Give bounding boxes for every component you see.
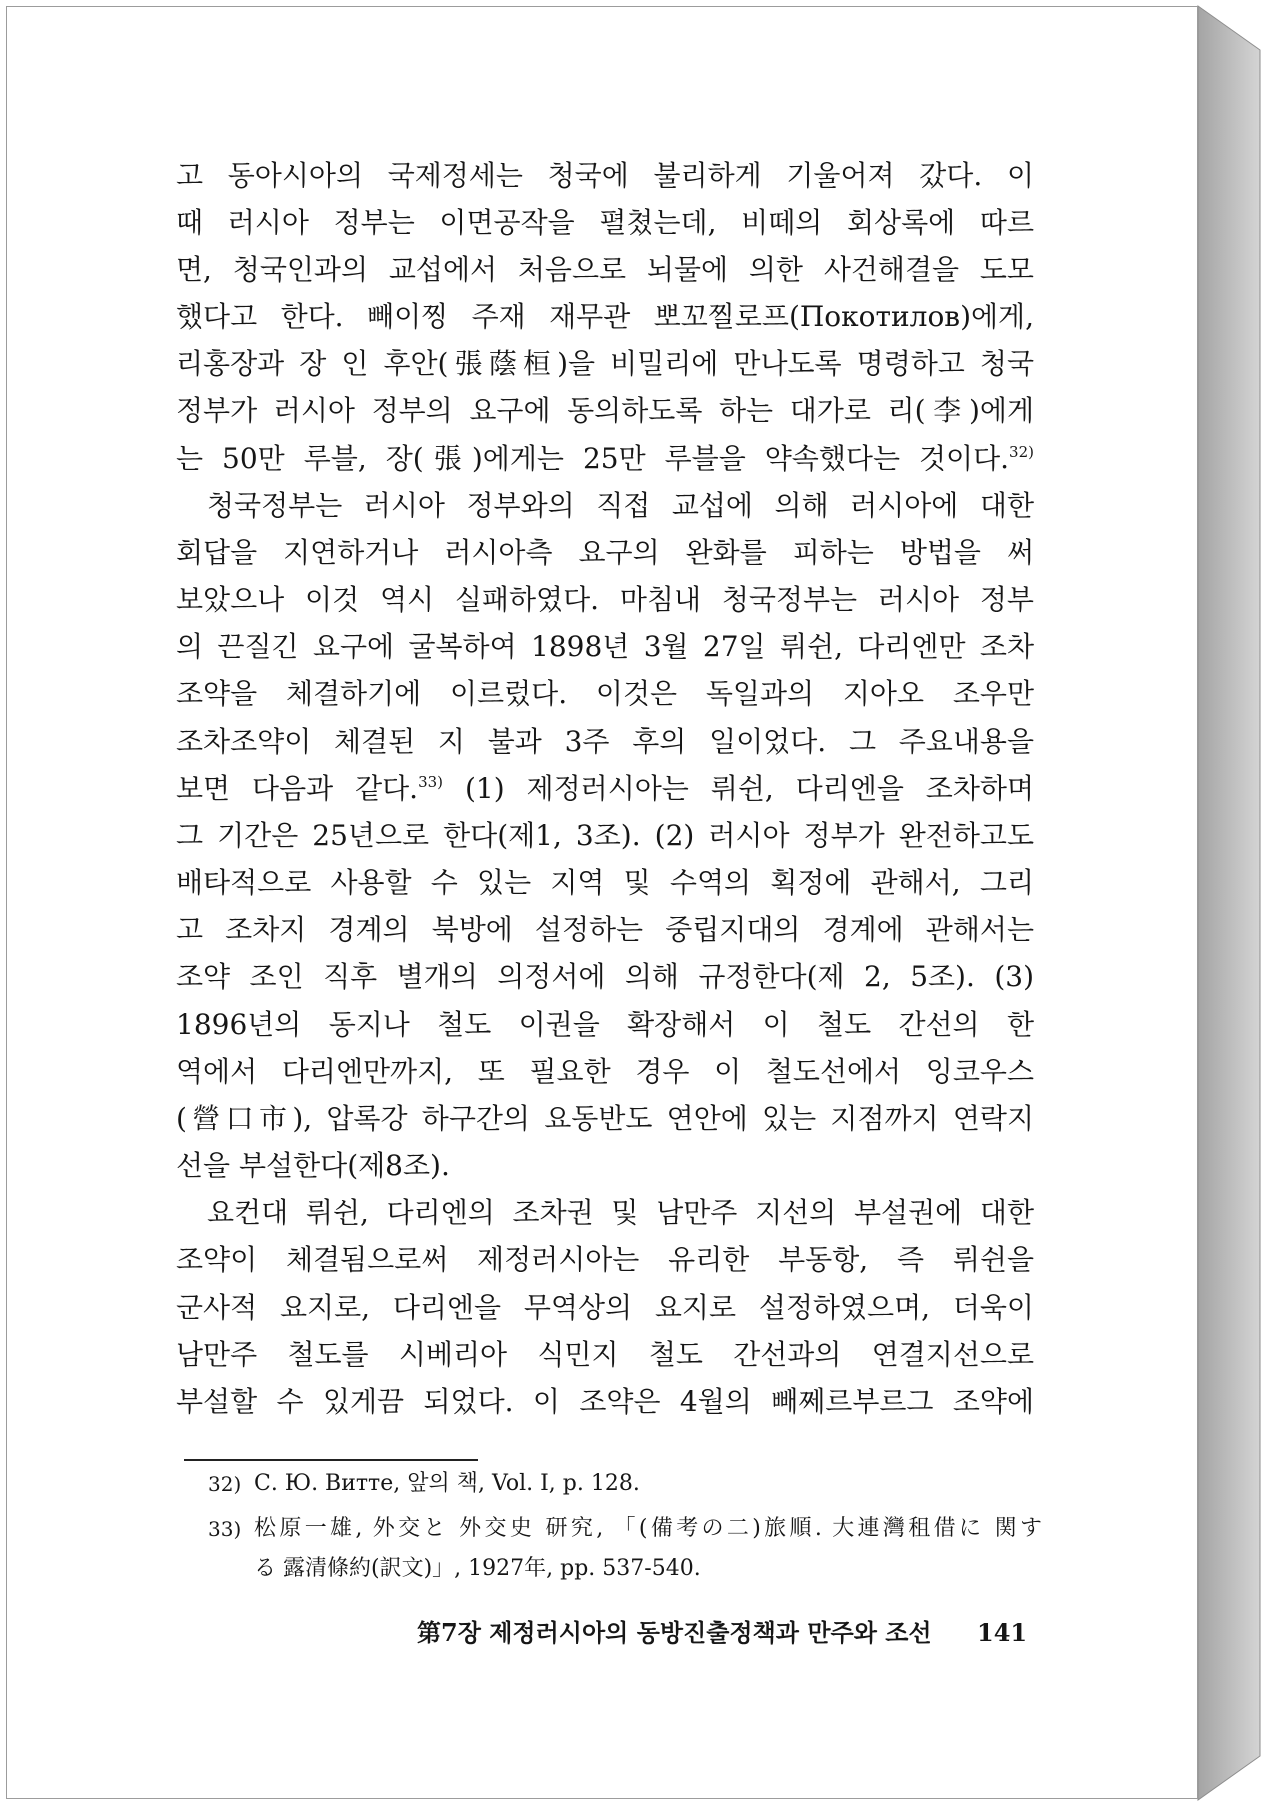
footnote-marker: 32)	[208, 1472, 242, 1496]
body-line: 면, 청국인과의 교섭에서 처음으로 뇌물에 의한 사건해결을 도모	[176, 252, 1034, 286]
page-edge-shadow	[1196, 0, 1268, 1806]
body-line: 고 동아시아의 국제정세는 청국에 불리하게 기울어져 갔다. 이	[176, 158, 1034, 192]
body-line-text: (1) 제정러시아는 뤼쉰, 다리엔을 조차하며	[443, 771, 1034, 805]
body-line-paragraph-start: 청국정부는 러시아 정부와의 직접 교섭에 의해 러시아에 대한	[207, 488, 1034, 522]
body-line: 부설할 수 있게끔 되었다. 이 조약은 4월의 빼쩨르부르그 조약에	[176, 1384, 1034, 1418]
footnote-line: る 露清條約(訳文)」, 1927年, pp. 537-540.	[254, 1556, 701, 1581]
body-line	[176, 765, 1034, 812]
body-line-paragraph-start: 요컨대 뤼쉰, 다리엔의 조차권 및 남만주 지선의 부설권에 대한	[207, 1196, 1034, 1230]
page-edge-slab	[1198, 6, 1260, 1800]
body-line: 조약이 체결됨으로써 제정러시아는 유리한 부동항, 즉 뤼쉰을	[176, 1243, 1034, 1277]
body-line-text: 는 50만 루블, 장(張)에게는 25만 루블을 약속했다는 것이다.	[176, 441, 1010, 475]
body-line-text: 보면 다음과 같다.	[176, 771, 419, 805]
running-title: 第7장 제정러시아의 동방진출정책과 만주와 조선	[417, 1618, 932, 1647]
footnotes	[208, 1464, 1042, 1589]
footnote-32	[208, 1464, 1042, 1504]
body-line: 리홍장과 장 인 후안(張蔭桓)을 비밀리에 만나도록 명령하고 청국	[176, 347, 1034, 381]
body-line	[176, 435, 1034, 482]
body-line: (營口市), 압록강 하구간의 요동반도 연안에 있는 지점까지 연락지	[176, 1101, 1034, 1135]
body-text	[176, 152, 1034, 1426]
body-line: 정부가 러시아 정부의 요구에 동의하도록 하는 대가로 리(李)에게	[176, 394, 1034, 428]
body-line: 그 기간은 25년으로 한다(제1, 3조). (2) 러시아 정부가 완전하고도	[176, 818, 1034, 852]
body-line: 군사적 요지로, 다리엔을 무역상의 요지로 설정하였으며, 더욱이	[176, 1290, 1034, 1324]
book-page	[6, 6, 1198, 1799]
footnote-body	[254, 1464, 1042, 1504]
body-line: 역에서 다리엔만까지, 또 필요한 경우 이 철도선에서 잉코우스	[176, 1054, 1034, 1088]
body-line: 했다고 한다. 빼이찡 주재 재무관 뽀꼬찔로프(Покотилов)에게,	[176, 300, 1034, 334]
body-line: 보았으나 이것 역시 실패하였다. 마침내 청국정부는 러시아 정부	[176, 583, 1034, 617]
body-line-paragraph-end: 선을 부설한다(제8조).	[176, 1149, 450, 1183]
footnote-ref-33: 33)	[418, 772, 444, 791]
body-line: 조약 조인 직후 별개의 의정서에 의해 규정한다(제 2, 5조). (3)	[176, 960, 1034, 994]
body-line: 1896년의 동지나 철도 이권을 확장해서 이 철도 간선의 한	[176, 1007, 1034, 1041]
footnote-rule	[184, 1459, 478, 1461]
footnote-ref-32: 32)	[1009, 442, 1034, 461]
footnote-33	[208, 1509, 1042, 1589]
body-line: 때 러시아 정부는 이면공작을 펼쳤는데, 비떼의 회상록에 따르	[176, 205, 1034, 239]
body-line: 고 조차지 경계의 북방에 설정하는 중립지대의 경계에 관해서는	[176, 913, 1034, 947]
body-line: 남만주 철도를 시베리아 식민지 철도 간선과의 연결지선으로	[176, 1337, 1034, 1371]
body-line: 배타적으로 사용할 수 있는 지역 및 수역의 획정에 관해서, 그리	[176, 866, 1034, 900]
page-number: 141	[977, 1618, 1028, 1647]
footnote-marker: 33)	[208, 1517, 242, 1541]
footnote-body	[254, 1509, 1042, 1589]
body-line: 회답을 지연하거나 러시아측 요구의 완화를 피하는 방법을 써	[176, 535, 1034, 569]
footnote-line: С. Ю. Витте, 앞의 책, Vol. I, p. 128.	[254, 1471, 640, 1496]
body-line: 의 끈질긴 요구에 굴복하여 1898년 3월 27일 뤼쉰, 다리엔만 조차	[176, 630, 1034, 664]
body-line: 조약을 체결하기에 이르렀다. 이것은 독일과의 지아오 조우만	[176, 677, 1034, 711]
body-line: 조차조약이 체결된 지 불과 3주 후의 일이었다. 그 주요내용을	[176, 724, 1034, 758]
page-footer	[7, 1615, 1197, 1651]
footnote-line: 松原一雄, 外交と 外交史 研究, 「(備考の二)旅順. 大連灣租借に 関す	[254, 1516, 1042, 1541]
